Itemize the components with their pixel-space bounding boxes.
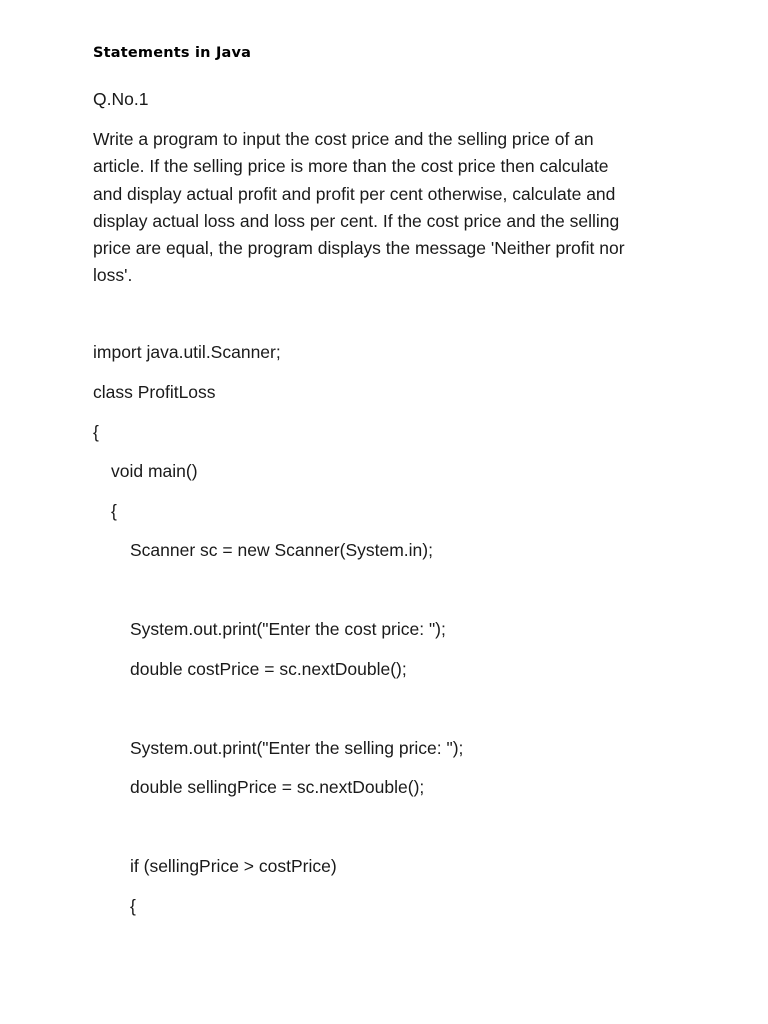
code-line-open-brace: { [93, 422, 99, 442]
code-line-import: import java.util.Scanner; [93, 342, 281, 362]
question-line: article. If the selling price is more than the cost price then calculate [93, 156, 609, 177]
code-line-class-declaration: class ProfitLoss [93, 382, 216, 402]
question-line: and display actual profit and profit per cent otherwise, calculate and [93, 183, 616, 204]
code-line-print-selling: System.out.print("Enter the selling price: "); [130, 738, 464, 758]
code-line-read-selling: double sellingPrice = sc.nextDouble(); [130, 777, 425, 797]
question-line: Write a program to input the cost price and the selling price of an [93, 129, 594, 149]
question-number: Q.No.1 [93, 89, 149, 109]
code-line-open-brace: { [130, 896, 136, 916]
question-line: price are equal, the program displays the message 'Neither profit nor [93, 238, 625, 259]
document-title: Statements in Java [93, 45, 252, 61]
code-line-print-cost: System.out.print("Enter the cost price: "); [130, 619, 446, 639]
code-line-read-cost: double costPrice = sc.nextDouble(); [130, 659, 407, 679]
question-text [93, 126, 693, 290]
question-line: loss'. [93, 265, 133, 286]
code-line-open-brace: { [111, 501, 117, 521]
code-line-method-declaration: void main() [111, 461, 198, 481]
code-line-if-condition: if (sellingPrice > costPrice) [130, 856, 337, 876]
question-line: display actual loss and loss per cent. If the cost price and the selling [93, 210, 620, 231]
code-line-scanner: Scanner sc = new Scanner(System.in); [130, 540, 433, 560]
